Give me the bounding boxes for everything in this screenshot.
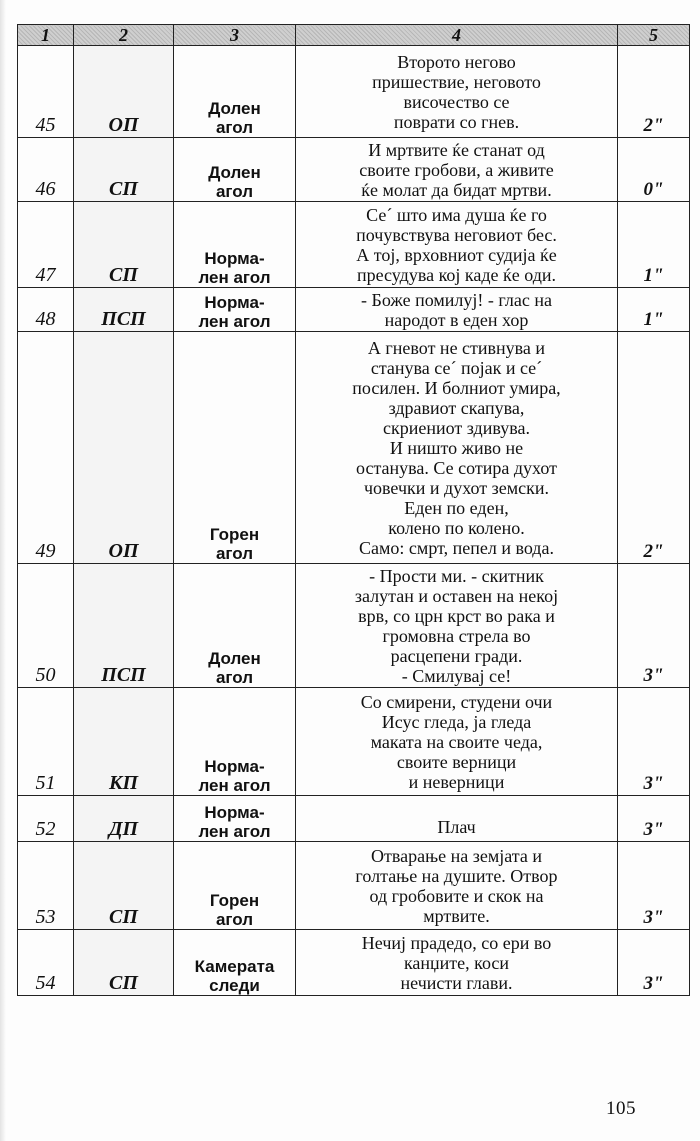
camera-angle: Норма- лен агол [174,288,296,332]
shot-duration: 3" [618,564,690,688]
shot-type: СП [74,930,174,996]
table-row [18,332,690,564]
shot-description: А гневот не стивнува и станува се´ појак и се´ посилен. И болниот умира, здравиот скапува, скриениот здивува. И ништо живо не останува. Се сотира духот човечки и духот земски. Еден по еден, колено по колено. Само: смрт, пепел и вода. [296,332,618,564]
table-row [18,202,690,288]
table-row [18,930,690,996]
camera-angle: Долен агол [174,564,296,688]
shot-description: Второто негово пришествие, неговото височество се поврати со гнев. [296,46,618,138]
scan-shadow [0,0,6,1141]
table-row [18,796,690,842]
camera-angle: Долен агол [174,46,296,138]
shot-duration: 3" [618,796,690,842]
shot-type: ОП [74,46,174,138]
table-row [18,842,690,930]
shot-type: ПСП [74,288,174,332]
shot-number: 52 [18,796,74,842]
shot-duration: 0" [618,138,690,202]
shot-duration: 3" [618,930,690,996]
camera-angle: Норма- лен агол [174,202,296,288]
shot-number: 47 [18,202,74,288]
camera-angle: Норма- лен агол [174,796,296,842]
shot-description: И мртвите ќе станат од своите гробови, а живите ќе молат да бидат мртви. [296,138,618,202]
shot-description: Плач [296,796,618,842]
page-number: 105 [606,1098,636,1119]
shot-duration: 2" [618,46,690,138]
header-cell-5: 5 [618,25,690,46]
shot-number: 46 [18,138,74,202]
shot-number: 54 [18,930,74,996]
shot-number: 53 [18,842,74,930]
shot-type: СП [74,842,174,930]
shot-number: 49 [18,332,74,564]
shot-description: Со смирени, студени очи Исус гледа, ја гледа маката на своите чеда, своите верници и неверници [296,688,618,796]
shot-list-table [17,24,690,996]
camera-angle: Камерата следи [174,930,296,996]
shot-duration: 2" [618,332,690,564]
shot-description: Нечиј прадедо, со ери во канџите, коси нечисти глави. [296,930,618,996]
shot-number: 48 [18,288,74,332]
shot-duration: 1" [618,288,690,332]
shot-number: 45 [18,46,74,138]
header-cell-1: 1 [18,25,74,46]
table-row [18,564,690,688]
shot-type: СП [74,202,174,288]
table-row [18,46,690,138]
camera-angle: Норма- лен агол [174,688,296,796]
shot-type: ПСП [74,564,174,688]
shot-description: - Прости ми. - скитник залутан и оставен на некој врв, со црн крст во рака и громовна стрела во расцепени гради. - Смилувај се! [296,564,618,688]
shot-type: ОП [74,332,174,564]
header-cell-2: 2 [74,25,174,46]
shot-type: ДП [74,796,174,842]
camera-angle: Долен агол [174,138,296,202]
header-cell-4: 4 [296,25,618,46]
camera-angle: Горен агол [174,332,296,564]
shot-description: - Боже помилуј! - глас на народот в еден хор [296,288,618,332]
shot-type: СП [74,138,174,202]
shot-duration: 3" [618,688,690,796]
shot-duration: 1" [618,202,690,288]
header-cell-3: 3 [174,25,296,46]
table-row [18,688,690,796]
header-row [18,25,690,46]
table-row [18,288,690,332]
shot-description: Се´ што има душа ќе го почувствува неговиот бес. А тој, врховниот судија ќе пресудува кој каде ќе оди. [296,202,618,288]
table-row [18,138,690,202]
shot-duration: 3" [618,842,690,930]
shot-description: Отварање на земјата и голтање на душите. Отвор од гробовите и скок на мртвите. [296,842,618,930]
shot-type: КП [74,688,174,796]
shot-number: 51 [18,688,74,796]
shot-number: 50 [18,564,74,688]
camera-angle: Горен агол [174,842,296,930]
